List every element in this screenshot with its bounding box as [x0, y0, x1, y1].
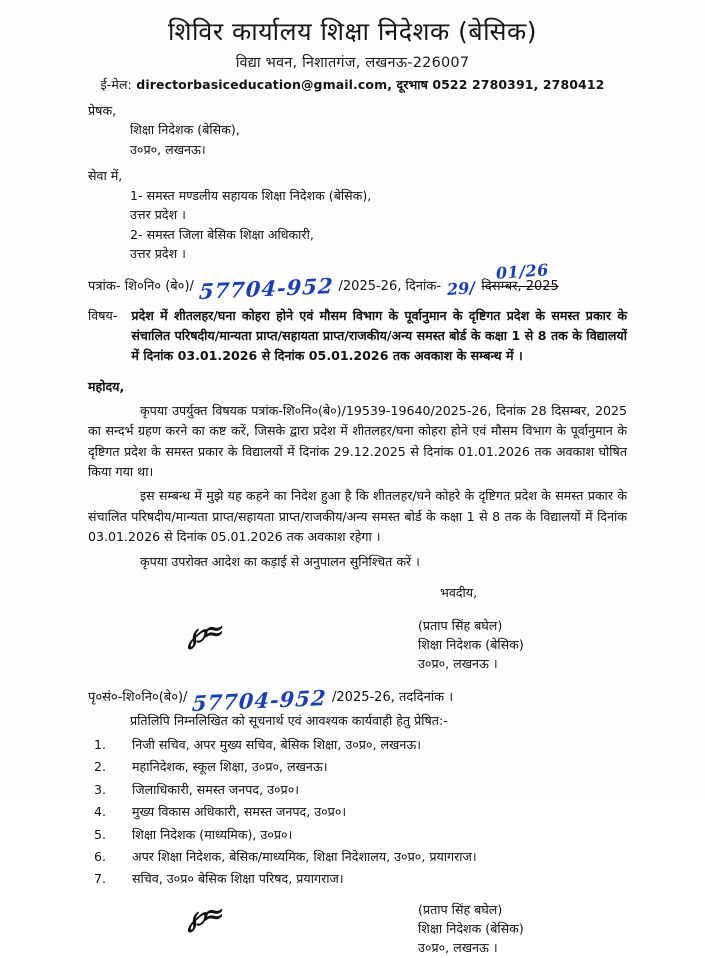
reference-struck-month: दिसम्बर, 2025: [481, 278, 559, 294]
copy-item-7-num: 7.: [94, 871, 107, 887]
list-item: [88, 756, 627, 778]
subject-label: विषय-: [88, 307, 118, 323]
list-item: [88, 868, 627, 890]
copy-item-1-num: 1.: [94, 737, 107, 753]
postscript-suffix: /2025-26, तददिनांक ।: [332, 690, 454, 706]
paragraph-3: कृपया उपरोक्त आदेश का कड़ाई से अनुपालन सुनिश्चित करें ।: [140, 553, 420, 569]
office-title: शिविर कार्यालय शिक्षा निदेशक (बेसिक): [167, 17, 538, 46]
copy-item-5-text: शिक्षा निदेशक (माध्यमिक), उ०प्र०।: [132, 826, 293, 842]
from-label: प्रेषक,: [88, 102, 117, 118]
copy-item-6-text: अपर शिक्षा निदेशक, बेसिक/माध्यमिक, शिक्षा निदेशालय, उ०प्र०, प्रयागराज।: [132, 849, 477, 865]
from-line-2: उ०प्र०, लखनऊ।: [130, 141, 206, 157]
signatory-designation: शिक्षा निदेशक (बेसिक): [418, 636, 524, 652]
reference-line: [88, 260, 627, 304]
to-item-1-num: 1-: [130, 187, 143, 203]
email-label: ई-मेल:: [100, 76, 132, 92]
paragraph-1: कृपया उपर्युक्त विषयक पत्रांक-शि०नि०(बे०)/19539-19640/2025-26, दिनांक 28 दिसम्बर, 2025 का सन्दर्भ ग्रहण करने का कष्ट करें, जिसके द्वारा प्रदेश में शीतलहर/घना कोहरा होने एवं मौसम विभाग के पूर्वानुमान के दृष्टिगत प्रदेश के समस्त प्रकार के विद्यालयों में दिनांक 29.12.2025 से दिनांक 01.01.2026 तक अवकाश घोषित किया गया था।: [88, 402, 627, 479]
postscript-prefix: शि०नि०(बे०)/: [122, 690, 188, 706]
copy-item-4-num: 4.: [94, 804, 107, 820]
valediction: भवदीय,: [440, 584, 478, 600]
handwritten-signature-icon: ℘≈: [187, 898, 223, 934]
list-item: [88, 734, 627, 756]
signatory-place: उ०प्र०, लखनऊ ।: [418, 655, 498, 671]
signatory2-place: उ०प्र०, लखनऊ ।: [418, 939, 498, 955]
copy-recipient-list: [88, 734, 627, 891]
to-item-2-line2: उत्तर प्रदेश ।: [130, 246, 186, 262]
to-item-2-line1: समस्त जिला बेसिक शिक्षा अधिकारी,: [146, 226, 314, 242]
postscript-handwritten-number: 57704-952: [191, 684, 328, 716]
office-address: विद्या भवन, निशातगंज, लखनऊ-226007: [235, 54, 470, 71]
letterhead: [0, 0, 705, 93]
to-item-1-line2: उत्तर प्रदेश ।: [130, 207, 186, 223]
subject-text: प्रदेश में शीतलहर/घना कोहरा होने एवं मौसम विभाग के पूर्वानुमान के दृष्टिगत प्रदेश के समस्त प्रकार के संचालित परिषदीय/मान्यता प्राप्त/सहायता प्राप्त/राजकीय/अन्य समस्त बोर्ड के कक्षा 1 से 8 तक के विद्यालयों में दिनांक 03.01.2026 से दिनांक 05.01.2026 तक अवकाश के सम्बन्ध में ।: [131, 307, 627, 364]
list-item: [88, 779, 627, 801]
from-line-1: शिक्षा निदेशक (बेसिक),: [130, 122, 240, 138]
reference-prefix: शि०नि० (बे०)/: [124, 278, 194, 294]
salutation: महोदय,: [88, 379, 125, 395]
document-body: [0, 101, 705, 958]
paragraph-2: इस सम्बन्ध में मुझे यह कहने का निदेश हुआ है कि शीतलहर/घने कोहरे के दृष्टिगत प्रदेश के समस्त प्रकार के संचालित परिषदीय/मान्यता प्राप्त/सहायता प्राप्त/राजकीय/अन्य समस्त बोर्ड के कक्षा 1 से 8 तक के विद्यालयों में दिनांक 03.01.2026 से दिनांक 05.01.2026 तक अवकाश रहेगा ।: [88, 488, 627, 545]
reference-handwritten-day: 29/: [446, 277, 476, 299]
copy-item-4-text: मुख्य विकास अधिकारी, समस्त जनपद, उ०प्र०।: [132, 804, 347, 820]
to-item-1: [88, 186, 627, 206]
copy-item-2-text: महानिदेशक, स्कूल शिक्षा, उ०प्र०, लखनऊ।: [132, 759, 328, 775]
signature-block: [88, 584, 627, 674]
to-item-2-num: 2-: [130, 226, 143, 242]
handwritten-signature-icon: ℘≈: [187, 615, 223, 651]
copy-item-6-num: 6.: [94, 849, 107, 865]
copy-item-1-text: निजी सचिव, अपर मुख्य सचिव, बेसिक शिक्षा, उ०प्र०, लखनऊ।: [132, 737, 421, 753]
to-item-2: [88, 225, 627, 245]
signatory-name: (प्रताप सिंह बघेल): [418, 617, 503, 633]
reference-handwritten-date-above: 01/26: [495, 260, 550, 283]
reference-label: पत्रांक-: [88, 278, 121, 294]
signatory2-name: (प्रताप सिंह बघेल): [418, 901, 503, 917]
copy-item-7-text: सचिव, उ०प्र० बेसिक शिक्षा परिषद, प्रयागराज।: [132, 871, 344, 887]
list-item: [88, 801, 627, 823]
copy-item-3-text: जिलाधिकारी, समस्त जनपद, उ०प्र०।: [132, 781, 300, 797]
postscript-label: पृ०सं०-: [88, 690, 123, 706]
list-item: [88, 824, 627, 846]
postscript-intro: प्रतिलिपि निम्नलिखित को सूचनार्थ एवं आवश्यक कार्यवाही हेतु प्रेषित:-: [130, 712, 448, 728]
subject-block: [88, 306, 627, 366]
copy-item-3-num: 3.: [94, 781, 107, 797]
copy-item-2-num: 2.: [94, 759, 107, 775]
to-label: सेवा में,: [88, 168, 123, 184]
email-value: directorbasiceducation@gmail.com, दूरभाष 0522 2780391, 2780412: [136, 76, 605, 92]
postscript-reference-line: [88, 684, 627, 716]
list-item: [88, 846, 627, 868]
office-contact: [0, 76, 705, 93]
reference-year: /2025-26, दिनांक-: [338, 278, 442, 294]
signature-block-secondary: [88, 898, 627, 958]
copy-item-5-num: 5.: [94, 826, 107, 842]
signatory2-designation: शिक्षा निदेशक (बेसिक): [418, 920, 524, 936]
reference-handwritten-number: 57704-952: [198, 272, 335, 304]
to-item-1-line1: समस्त मण्डलीय सहायक शिक्षा निदेशक (बेसिक),: [146, 187, 372, 203]
